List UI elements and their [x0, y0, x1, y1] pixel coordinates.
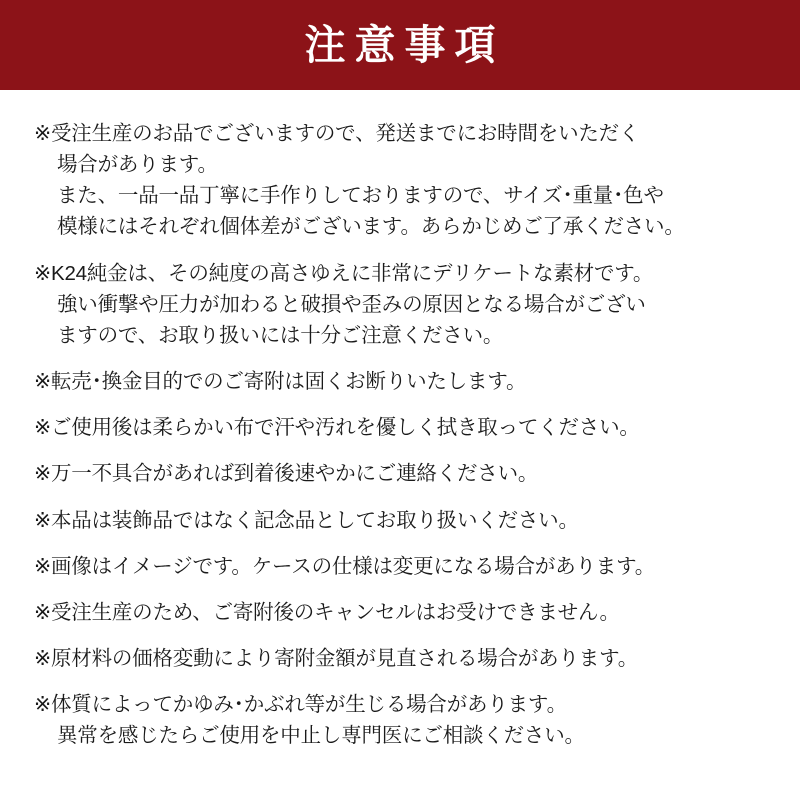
page-title: 注意事項 [304, 21, 505, 68]
notice-line: ※転売･換金目的でのご寄附は固くお断りいたします。 [34, 370, 527, 394]
notice-line: ※K24純金は、その純度の高さゆえに非常にデリケートな素材です。 [34, 261, 654, 285]
notice-line: ※原材料の価格変動により寄附金額が見直される場合があります。 [34, 647, 639, 671]
notice-line: 模様にはそれぞれ個体差がございます。あらかじめご了承ください。 [57, 215, 685, 239]
notice-line: ※ご使用後は柔らかい布で汗や汚れを優しく拭き取ってください。 [34, 416, 640, 440]
notice-line: ますので、お取り扱いには十分ご注意ください。 [57, 323, 504, 347]
notice-line: 異常を感じたらご使用を中止し専門医にご相談ください。 [57, 724, 585, 748]
notice-line: ※万一不具合があれば到着後速やかにご連絡ください。 [34, 462, 539, 486]
notice-line: ※受注生産のお品でございますので、発送までにお時間をいただく [34, 122, 640, 145]
notice-item [34, 258, 766, 351]
notice-item [34, 597, 766, 628]
notice-item [34, 412, 766, 443]
notice-item [34, 118, 766, 243]
notice-item [34, 643, 766, 674]
notice-line: ※体質によってかゆみ･かぶれ等が生じる場合があります。 [34, 693, 567, 717]
notice-item [34, 458, 766, 489]
notice-line: ※本品は装飾品ではなく記念品としてお取り扱いください。 [34, 508, 579, 532]
notice-line: ※画像はイメージです。ケースの仕様は変更になる場合があります。 [34, 554, 656, 578]
notice-list [0, 90, 800, 777]
notice-item [34, 689, 766, 751]
notice-item [34, 366, 766, 397]
notice-line: 場合があります。 [57, 153, 218, 177]
notice-line: 強い衝撃や圧力が加わると破損や歪みの原因となる場合がござい [57, 292, 646, 316]
page-header-banner [0, 0, 800, 90]
notice-item [34, 551, 766, 582]
notice-line: ※受注生産のため、ご寄附後のキャンセルはお受けできません。 [34, 600, 620, 624]
notice-line: また、一品一品丁寧に手作りしておりますので、サイズ･重量･色や [57, 184, 664, 208]
notice-item [34, 505, 766, 536]
